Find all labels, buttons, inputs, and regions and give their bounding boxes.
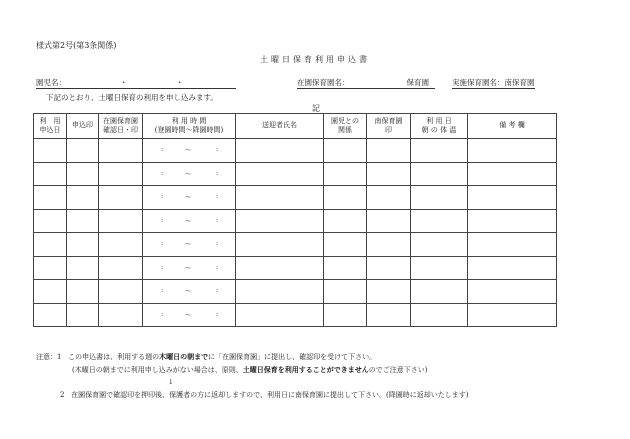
note-2-number: 2 xyxy=(60,391,65,399)
note-1-bold: 木曜日の朝まで xyxy=(159,352,209,361)
column-header-line: 確認日・印 xyxy=(103,126,138,134)
column-header-line: 南保育園 xyxy=(374,116,403,125)
note-1 xyxy=(36,350,468,363)
time-separator: : xyxy=(216,145,219,153)
table-cell[interactable] xyxy=(99,280,143,304)
table-cell[interactable] xyxy=(67,139,99,163)
table-cell[interactable] xyxy=(236,139,324,163)
table-cell[interactable] xyxy=(468,186,557,210)
table-cell[interactable] xyxy=(324,209,367,233)
table-cell[interactable] xyxy=(143,256,236,280)
column-header-line: 在園保育園 xyxy=(103,116,138,125)
table-cell[interactable] xyxy=(324,280,367,304)
table-cell[interactable] xyxy=(367,209,411,233)
table-cell[interactable] xyxy=(34,280,67,304)
column-header-line: 朝 の 体 温 xyxy=(421,126,457,134)
table-cell[interactable] xyxy=(468,162,557,186)
column-header xyxy=(324,114,367,139)
table-cell[interactable] xyxy=(367,303,411,327)
time-separator: ～ xyxy=(185,216,192,225)
table-row xyxy=(34,233,557,257)
table-cell[interactable] xyxy=(99,186,143,210)
table-cell[interactable] xyxy=(236,280,324,304)
time-separator: : xyxy=(216,215,219,224)
table-cell[interactable] xyxy=(34,162,67,186)
column-header xyxy=(34,114,67,139)
table-cell[interactable] xyxy=(468,139,557,163)
time-separator: ～ xyxy=(185,263,192,272)
table-cell[interactable] xyxy=(367,139,411,163)
table-header-row xyxy=(34,114,557,139)
table-cell[interactable] xyxy=(143,209,236,233)
column-header xyxy=(143,114,236,139)
note-1-sub-bold: 土曜日保育を利用することができません xyxy=(242,365,369,374)
column-header-line: 園児との xyxy=(331,116,359,125)
column-header-line: 送迎者氏名 xyxy=(262,121,297,130)
column-header xyxy=(236,114,324,139)
time-separator: ～ xyxy=(185,240,192,248)
time-separator: : xyxy=(216,262,219,271)
table-row xyxy=(34,162,557,186)
table-cell[interactable] xyxy=(411,303,468,327)
table-cell[interactable] xyxy=(67,233,99,257)
table-cell[interactable] xyxy=(367,162,411,186)
note-1-sub xyxy=(36,363,468,376)
column-header-line: 関係 xyxy=(338,126,352,134)
column-header xyxy=(99,114,143,139)
table-cell[interactable] xyxy=(143,162,236,186)
time-separator: ～ xyxy=(185,287,192,295)
time-separator: : xyxy=(161,168,164,177)
table-cell[interactable] xyxy=(34,303,67,327)
column-header-line: 印 xyxy=(385,126,392,134)
table-cell[interactable] xyxy=(143,139,236,163)
notes-section xyxy=(36,350,468,402)
table-cell[interactable] xyxy=(34,186,67,210)
table-cell[interactable] xyxy=(367,233,411,257)
table-row xyxy=(34,186,557,210)
table-cell[interactable] xyxy=(143,303,236,327)
table-cell[interactable] xyxy=(34,209,67,233)
table-row xyxy=(34,280,557,304)
table-cell[interactable] xyxy=(67,280,99,304)
table-cell[interactable] xyxy=(367,256,411,280)
request-statement: 下記のとおり、土曜日保育の利用を申し込みます。 xyxy=(46,93,218,102)
note-1-sub-b: のでご注意下さい) xyxy=(368,366,428,374)
table-cell[interactable] xyxy=(324,256,367,280)
table-cell[interactable] xyxy=(468,256,557,280)
note-1-text-b: に「在園保育園」に提出し、確認印を受けて下さい。 xyxy=(208,353,377,361)
table-cell[interactable] xyxy=(324,162,367,186)
implementing-nursery: 実施保育園名：南保育園 xyxy=(452,78,535,87)
column-header-line: (登園時間～降園時間) xyxy=(154,126,224,134)
time-separator: ～ xyxy=(185,146,192,154)
table-cell[interactable] xyxy=(67,303,99,327)
table-cell[interactable] xyxy=(67,209,99,233)
time-separator: : xyxy=(216,168,219,177)
page-title: 土曜日保育利用申込書 xyxy=(260,55,370,64)
form-number: 様式第2号(第3条関係) xyxy=(36,41,117,50)
table-cell[interactable] xyxy=(236,303,324,327)
note-1-text-a: この申込書は、利用する週の xyxy=(68,353,160,361)
table-cell[interactable] xyxy=(99,303,143,327)
table-cell[interactable] xyxy=(324,186,367,210)
time-separator: : xyxy=(161,239,164,247)
table-cell[interactable] xyxy=(67,162,99,186)
table-cell[interactable] xyxy=(236,162,324,186)
note-2-text: 在園保育園で確認印を押印後、保護者の方に返却しますので、利用日に南保育園に提出して下さい。(降園時に返却いたします) xyxy=(71,391,469,399)
note-prefix: 注意：1 xyxy=(36,353,62,361)
table-cell[interactable] xyxy=(411,233,468,257)
table-cell[interactable] xyxy=(143,233,236,257)
time-separator: : xyxy=(216,192,219,200)
table-cell[interactable] xyxy=(99,209,143,233)
time-separator: ～ xyxy=(185,169,192,178)
column-header-line: 利 用 日 xyxy=(426,116,452,125)
table-cell[interactable] xyxy=(34,233,67,257)
nursery-label: 在園保育園名： xyxy=(297,78,350,87)
column-header-line: 申込日 xyxy=(39,126,61,134)
child-name-label: 園児名： xyxy=(36,78,66,87)
time-separator: : xyxy=(161,309,164,318)
table-cell[interactable] xyxy=(34,256,67,280)
table-cell[interactable] xyxy=(468,280,557,304)
table-cell[interactable] xyxy=(324,233,367,257)
table-cell[interactable] xyxy=(99,233,143,257)
table-row xyxy=(34,139,557,163)
column-header-line: 利 用 xyxy=(39,116,61,125)
application-table xyxy=(33,113,557,327)
time-separator: : xyxy=(161,286,164,294)
table-cell[interactable] xyxy=(236,209,324,233)
time-separator: ～ xyxy=(185,310,192,319)
column-header-line: 備 考 欄 xyxy=(499,121,525,130)
table-cell[interactable] xyxy=(236,186,324,210)
time-separator: : xyxy=(216,239,219,247)
table-cell[interactable] xyxy=(67,186,99,210)
column-header xyxy=(67,114,99,139)
table-cell[interactable] xyxy=(99,162,143,186)
table-cell[interactable] xyxy=(99,139,143,163)
table-cell[interactable] xyxy=(324,303,367,327)
name-separator-dot: ・ xyxy=(120,78,128,87)
nursery-name-field[interactable] xyxy=(297,77,435,89)
table-row xyxy=(34,209,557,233)
table-cell[interactable] xyxy=(411,256,468,280)
table-row xyxy=(34,303,557,327)
note-2 xyxy=(36,389,468,402)
ki-heading: 記 xyxy=(312,104,320,113)
time-separator: : xyxy=(161,192,164,200)
table-cell[interactable] xyxy=(34,139,67,163)
table-cell[interactable] xyxy=(367,186,411,210)
table-cell[interactable] xyxy=(236,256,324,280)
column-header-line: 申込印 xyxy=(72,121,93,130)
table-cell[interactable] xyxy=(468,209,557,233)
column-header xyxy=(411,114,468,139)
time-separator: ～ xyxy=(185,193,192,201)
table-cell[interactable] xyxy=(236,233,324,257)
table-cell[interactable] xyxy=(367,280,411,304)
table-cell[interactable] xyxy=(99,256,143,280)
nursery-suffix: 保育園 xyxy=(406,78,429,87)
time-separator: : xyxy=(161,262,164,271)
table-cell[interactable] xyxy=(468,303,557,327)
time-separator: : xyxy=(161,145,164,153)
table-cell[interactable] xyxy=(411,186,468,210)
table-cell[interactable] xyxy=(324,139,367,163)
note-1-sub-a: (木曜日の朝までに利用申し込みがない場合は、原則、 xyxy=(72,366,243,374)
table-cell[interactable] xyxy=(143,280,236,304)
table-cell[interactable] xyxy=(143,186,236,210)
column-header xyxy=(468,114,557,139)
table-cell[interactable] xyxy=(411,139,468,163)
time-separator: : xyxy=(161,215,164,224)
table-cell[interactable] xyxy=(411,162,468,186)
table-cell[interactable] xyxy=(411,280,468,304)
child-name-field[interactable] xyxy=(36,77,236,89)
time-separator: : xyxy=(216,309,219,318)
time-separator: : xyxy=(216,286,219,294)
table-cell[interactable] xyxy=(468,233,557,257)
column-header xyxy=(367,114,411,139)
table-row xyxy=(34,256,557,280)
column-header-line: 利 用 時 間 xyxy=(171,116,207,125)
table-cell[interactable] xyxy=(67,256,99,280)
down-arrow: ↓ xyxy=(168,378,174,386)
name-separator-dot: ・ xyxy=(176,78,184,87)
table-cell[interactable] xyxy=(411,209,468,233)
